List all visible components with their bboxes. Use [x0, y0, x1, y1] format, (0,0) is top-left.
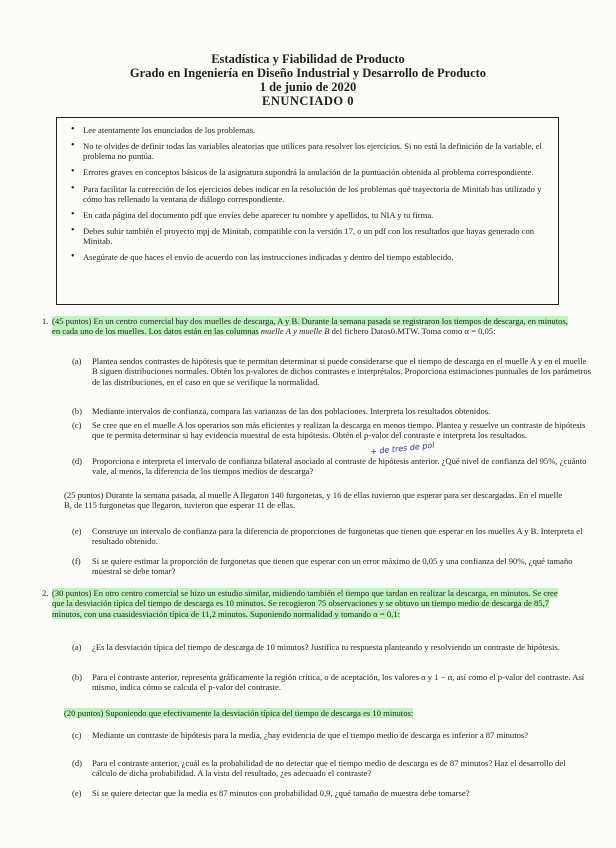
part-label: (c) — [72, 730, 82, 740]
question-1-part2 — [64, 490, 572, 511]
part-text: Para el contraste anterior, representa gráficamente la región crítica, o de aceptación, los valores α y 1 − α, así como el p-valor del contraste. Así mismo, indica cómo se calcula el p-valor del contraste. — [92, 672, 585, 693]
part-label: (f) — [72, 556, 81, 566]
q1-part-c — [72, 420, 592, 441]
part-label: (c) — [72, 420, 82, 430]
exam-header — [0, 52, 616, 108]
q2-part-c — [72, 730, 592, 740]
question-number: 2. — [42, 588, 49, 598]
part-text: Si se quiere detectar que la media es 87 minutos con probabilidad 0,9, ¿qué tamaño de muestra debe tomarse? — [92, 788, 470, 798]
instruction-item: • Lee atentamente los enunciados de los problemas. — [77, 125, 548, 135]
question-2-part2 — [64, 708, 572, 718]
q1-part-b — [72, 406, 592, 416]
part-text: Proporciona e interpreta el intervalo de confianza bilateral asociado al contraste de hipótesis anterior. ¿Qué nivel de confianza del 95%, ¿cuánto vale, al menos, la diferencia de los tiempos medios de descarga? — [92, 456, 587, 477]
question-number: 1. — [42, 316, 49, 326]
instruction-item: • No te olvides de definir todas las variables aleatorias que utilices para resolver los ejercicios. Si no está la definición de la variable, el problema no puntúa. — [77, 141, 548, 161]
column-name: muelle A — [260, 326, 291, 337]
q1-part-a — [72, 356, 592, 387]
question-1-text-end: del fichero Datos0.MTW. Toma como α = 0,05: — [331, 326, 496, 337]
column-connector: y — [293, 326, 297, 337]
column-name: muelle B — [299, 326, 330, 337]
degree-title: Grado en Ingeniería en Diseño Industrial y Desarrollo de Producto — [129, 66, 487, 80]
question-1-text: (45 puntos) En un centro comercial hay dos muelles de descarga, A y B. Durante la semana pasada se registraron los tiempos de descarga, en minutos, en cada uno de los muelles. Los datos están en las columnas — [52, 316, 568, 337]
part-text: Construye un intervalo de confianza para la diferencia de proporciones de furgonetas que tienen que esperar en los muelles A y B. Interpreta el resultado obtenido. — [92, 526, 583, 547]
part-text: Para el contraste anterior, ¿cuál es la probabilidad de no detectar que el tiempo medio de descarga es de 87 minutos? Haz el desarrollo del cálculo de dicha probabilidad. A la vista del resultado, ¿es adecuado el contraste? — [92, 758, 566, 779]
part-text: Mediante intervalos de confianza, compara las varianzas de las dos poblaciones. Interpreta los resultados obtenidos. — [92, 406, 491, 416]
instruction-item: • Errores graves en conceptos básicos de la asignatura supondrá la anulación de la puntuación obtenida al problema correspondiente. — [77, 167, 548, 177]
question-2-intro — [42, 588, 572, 619]
part-label: (a) — [72, 642, 82, 652]
part-label: (d) — [72, 758, 83, 768]
question-1-intro — [42, 316, 572, 337]
part2-text: (20 puntos) Suponiendo que efectivamente la desviación típica del tiempo de descarga es 10 minutos: — [64, 708, 414, 718]
instruction-item: • Asegúrate de que haces el envío de acuerdo con las instrucciones indicadas y dentro del tiempo establecido. — [77, 252, 548, 262]
q2-part-b — [72, 672, 592, 693]
question-2-text: (30 puntos) En otro centro comercial se hizo un estudio similar, midiendo también el tiempo que tardan en realizar la descarga, en minutos. Se cree que la desviación típica del tiempo de descarga es 10 minutos. Se recogieron 75 observaciones y se obtuvo un tiempo medio de descarga de 85,7 minutos, con una cuasidesviación típica de 11,2 minutos. Suponiendo normalidad y tomando α = 0,1: — [52, 588, 558, 619]
part-text: ¿Es la desviación típica del tiempo de descarga de 10 minutos? Justifica tu respuesta planteando y resolviendo un contraste de hipótesis. — [92, 642, 560, 652]
exam-date: 1 de junio de 2020 — [259, 80, 357, 94]
part-text: Se cree que en el muelle A los operarios son más eficientes y realizan la descarga en menos tiempo. Plantea y resuelve un contraste de hipótesis que te permita determinar si hay evidencia muestral de esta hipótesis. Obtén el p-valor del contraste e interpreta los resultados. — [92, 420, 586, 441]
q2-part-a — [72, 642, 592, 652]
part-label: (a) — [72, 356, 82, 366]
instructions-box — [56, 117, 559, 305]
q1-part-e — [72, 526, 592, 547]
part2-text: (25 puntos) Durante la semana pasada, al muelle A llegaron 140 furgonetas, y 16 de ellas tuvieron que esperar para ser descargadas. En el muelle B, de 115 furgonetas que llegaron, tuvieron que esperar 11 de ellas. — [64, 490, 563, 511]
part-label: (e) — [72, 788, 82, 798]
instruction-item: • En cada página del documento pdf que envíes debe aparecer tu nombre y apellidos, tu NIA y tu firma. — [77, 210, 548, 220]
part-label: (e) — [72, 526, 82, 536]
part-label: (b) — [72, 406, 83, 416]
instruction-item: • Para facilitar la corrección de los ejercicios debes indicar en la resolución de los problemas qué trayectoria de Minitab has utilizado y cómo has rellenado la ventana de diálogo correspondiente. — [77, 184, 548, 204]
part-label: (b) — [72, 672, 83, 682]
part-label: (d) — [72, 456, 83, 466]
part-text: Mediante un contraste de hipótesis para la media, ¿hay evidencia de que el tiempo medio de descarga es inferior a 87 minutos? — [92, 730, 529, 740]
part-text: Plantea sendos contrastes de hipótesis que te permitan determinar si puede considerarse que el tiempo de descarga en el muelle A y en el muelle B siguen distribuciones normales. Obtén los p-valores de dichos contrastes e interprétalos. Proporciona estimaciones puntuales de los parámetros de las distribuciones, en el caso en que se verifique la normalidad. — [92, 356, 592, 387]
q1-part-d — [72, 456, 592, 477]
q2-part-e — [72, 788, 592, 798]
course-title: Estadística y Fiabilidad de Producto — [211, 52, 405, 66]
instruction-item: • Debes subir también el proyecto mpj de Minitab, compatible con la versión 17, o un pdf con los resultados que hayas generado con Minitab. — [77, 226, 548, 246]
q2-part-d — [72, 758, 592, 779]
part-text: Si se quiere estimar la proporción de furgonetas que tienen que esperar con un error máximo de 0,05 y una confianza del 90%, ¿qué tamaño muestral se debe tomar? — [92, 556, 573, 577]
exam-version: ENUNCIADO 0 — [262, 94, 354, 108]
q1-part-f — [72, 556, 592, 577]
handwritten-annotation: + de tres de pol — [369, 440, 435, 457]
